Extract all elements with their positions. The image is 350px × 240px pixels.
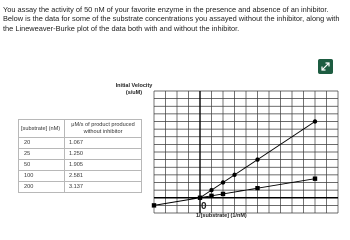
table-header-rate: μM/s of product produced without inhibitor: [65, 120, 142, 138]
data-point-square: [198, 196, 202, 200]
origin-label: 0: [201, 201, 207, 212]
x-axis-label: 1/[substrate] (1/nM): [196, 213, 247, 219]
data-point-circle: [255, 157, 259, 161]
data-point-circle: [209, 188, 213, 192]
table-cell: 20: [19, 138, 65, 149]
table-cell: 25: [19, 149, 65, 160]
data-point-square: [313, 176, 317, 180]
data-point-circle: [313, 119, 317, 123]
table-cell: 1.067: [65, 138, 142, 149]
table-cell: 200: [19, 182, 65, 193]
table-cell: 3.137: [65, 182, 142, 193]
table-cell: 100: [19, 171, 65, 182]
intro-text: You assay the activity of 50 nM of your favorite enzyme in the presence and absence of an inhibitor. Below is the data for some of the substrate concentrations you assayed without the inhibitor, along with the Lineweaver-Burke plot of the data both with and without the inhibitor.: [3, 5, 340, 33]
data-point-circle: [221, 180, 225, 184]
table-header-substrate: [substrate] (nM): [19, 120, 65, 138]
data-point-square: [221, 192, 225, 196]
y-axis-label: Initial Velocity (s/uM): [115, 83, 153, 96]
data-point-square: [152, 203, 156, 207]
table-cell: 1.250: [65, 149, 142, 160]
data-point-square: [255, 186, 259, 190]
table-cell: 1.905: [65, 160, 142, 171]
data-point-circle: [232, 173, 236, 177]
table-cell: 50: [19, 160, 65, 171]
data-point-square: [209, 194, 213, 198]
table-cell: 2.581: [65, 171, 142, 182]
